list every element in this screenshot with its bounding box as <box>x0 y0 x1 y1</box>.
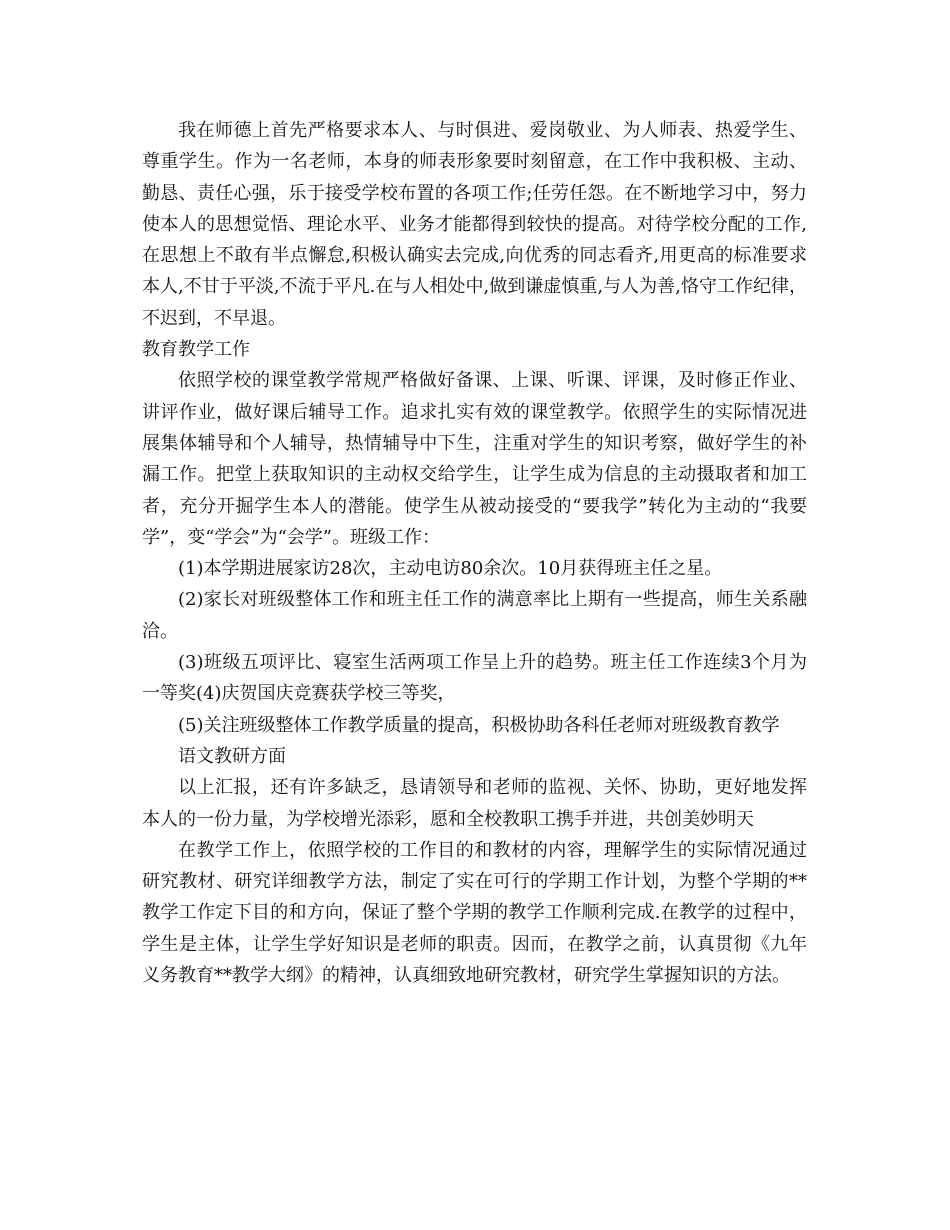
document-body <box>142 115 807 991</box>
paragraph-teaching-work: 依照学校的课堂教学常规严格做好备课、上课、听课、评课，及时修正作业、讲评作业，做好课后辅导工作。追求扎实有效的课堂教学。依照学生的实际情况进展集体辅导和个人辅导，热情辅导中下生，注重对学生的知识考察，做好学生的补漏工作。把堂上获取知识的主动权交给学生，让学生成为信息的主动摄取者和加工者，充分开掘学生本人的潜能。使学生从被动接受的“要我学”转化为主动的“我要学”，变“学会”为“会学”。班级工作： <box>142 370 807 548</box>
list-item-3-4: (3)班级五项评比、寝室生活两项工作呈上升的趋势。班主任工作连续3个月为一等奖(4)庆贺国庆竞赛获学校三等奖， <box>142 652 807 705</box>
subheading-chinese-research: 语文教研方面 <box>178 745 286 767</box>
paragraph-teacher-ethics: 我在师德上首先严格要求本人、与时俱进、爱岗敬业、为人师表、热爱学生、尊重学生。作为一名老师，本身的师表形象要时刻留意，在工作中我积极、主动、勤恳、责任心强，乐于接受学校布置的各项工作;任劳任怨。在不断地学习中，努力使本人的思想觉悟、理论水平、业务才能都得到较快的提高。对待学校分配的工作,在思想上不敢有半点懈怠,积极认确实去完成,向优秀的同志看齐,用更高的标准要求本人,不甘于平淡,不流于平凡.在与人相处中,做到谦虚慎重,与人为善,恪守工作纪律，不迟到，不早退。 <box>142 120 807 329</box>
list-item-1: (1)本学期进展家访28次，主动电访80余次。10月获得班主任之星。 <box>178 558 723 580</box>
list-item-5: (5)关注班级整体工作教学质量的提高，积极协助各科任老师对班级教育教学 <box>178 714 780 736</box>
paragraph-teaching-plan: 在教学工作上，依照学校的工作目的和教材的内容，理解学生的实际情况通过研究教材、研究详细教学方法，制定了实在可行的学期工作计划，为整个学期的**教学工作定下目的和方向，保证了整个学期的教学工作顺利完成.在教学的过程中，学生是主体，让学生学好知识是老师的职责。因而，在教学之前，认真贯彻《九年义务教育**教学大纲》的精神，认真细致地研究教材，研究学生掌握知识的方法。 <box>142 839 807 987</box>
paragraph-report-summary: 以上汇报，还有许多缺乏，恳请领导和老师的监视、关怀、协助，更好地发挥本人的一份力量，为学校增光添彩，愿和全校教职工携手并进，共创美妙明天 <box>142 777 807 830</box>
section-heading-teaching: 教育教学工作 <box>142 339 250 361</box>
list-item-2: (2)家长对班级整体工作和班主任工作的满意率比上期有一些提高，师生关系融洽。 <box>142 589 807 642</box>
